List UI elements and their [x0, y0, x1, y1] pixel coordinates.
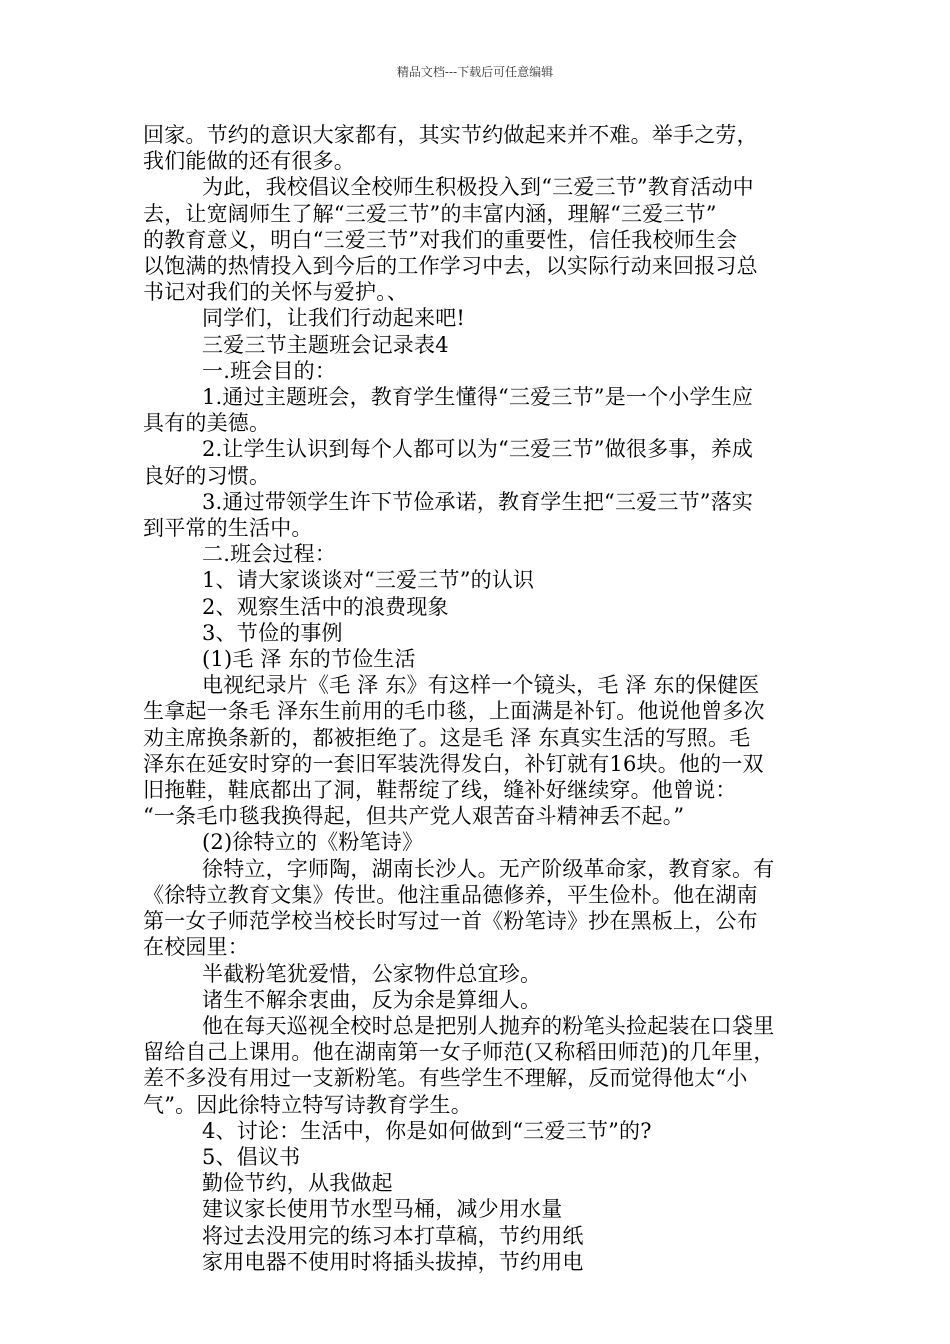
text-line: 第一女子师范学校当校长时写过一首《粉笔诗》抄在黑板上，公布 — [143, 909, 758, 934]
text-line: 我们能做的还有很多。 — [143, 149, 355, 174]
text-line: 3、节俭的事例 — [202, 620, 343, 645]
text-line: “一条毛巾毯我换得起，但共产党人艰苦奋斗精神丢不起。” — [143, 804, 685, 829]
text-line: 生拿起一条毛 泽东生前用的毛巾毯，上面满是补钉。他说他曾多次 — [143, 699, 765, 724]
text-line: 电视纪录片《毛 泽 东》有这样一个镜头，毛 泽 东的保健医 — [202, 673, 760, 698]
text-line: 三爱三节主题班会记录表4 — [202, 332, 449, 357]
text-line: 1.通过主题班会，教育学生懂得“三爱三节”是一个小学生应 — [202, 385, 754, 410]
text-line: 为此，我校倡议全校师生积极投入到“三爱三节”教育活动中 — [202, 175, 754, 200]
text-line: 同学们，让我们行动起来吧! — [202, 306, 466, 331]
text-line: 2.让学生认识到每个人都可以为“三爱三节”做很多事，养成 — [202, 437, 754, 462]
text-line: 差不多没有用过一支新粉笔。有些学生不理解，反而觉得他太“小 — [143, 1066, 748, 1091]
text-line: 将过去没用完的练习本打草稿，节约用纸 — [202, 1223, 584, 1248]
text-line: 留给自己上课用。他在湖南第一女子师范(又称稻田师范)的几年里， — [143, 1040, 775, 1065]
text-line: 他在每天巡视全校时总是把别人抛弃的粉笔头捡起装在口袋里 — [202, 1013, 775, 1038]
text-line: 4、讨论：生活中，你是如何做到“三爱三节”的? — [202, 1118, 652, 1143]
text-line: 5、倡议书 — [202, 1144, 301, 1169]
page-header: 精品文档---下载后可任意编辑 — [396, 65, 554, 79]
text-line: 的教育意义，明白“三爱三节”对我们的重要性，信任我校师生会 — [143, 227, 738, 252]
text-line: 气”。因此徐特立特写诗教育学生。 — [143, 1092, 472, 1117]
text-line: 勤俭节约，从我做起 — [202, 1171, 393, 1196]
text-line: 3.通过带领学生许下节俭承诺，教育学生把“三爱三节”落实 — [202, 489, 754, 514]
text-line: 一.班会目的： — [202, 358, 337, 383]
text-line: 徐特立，字师陶，湖南长沙人。无产阶级革命家，教育家。有 — [202, 856, 775, 881]
document-body — [143, 122, 813, 1275]
text-line: 回家。节约的意识大家都有，其实节约做起来并不难。举手之劳， — [143, 123, 758, 147]
text-line: 泽东在延安时穿的一套旧军装洗得发白，补钉就有16块。他的一双 — [143, 751, 764, 776]
text-line: 去，让宽阔师生了解“三爱三节”的丰富内涵，理解“三爱三节” — [143, 201, 717, 226]
text-line: 在校园里： — [143, 935, 249, 960]
text-line: 具有的美德。 — [143, 411, 271, 436]
text-line: 《徐特立教育文集》传世。他注重品德修养，平生俭朴。他在湖南 — [143, 882, 758, 907]
text-line: 书记对我们的关怀与爱护。、 — [143, 280, 409, 305]
text-line: 以饱满的热情投入到今后的工作学习中去，以实际行动来回报习总 — [143, 254, 758, 279]
text-line: 到平常的生活中。 — [143, 516, 313, 541]
text-line: 半截粉笔犹爱惜，公家物件总宜珍。 — [202, 961, 542, 986]
text-line: 旧拖鞋，鞋底都出了洞，鞋帮绽了线，缝补好继续穿。他曾说： — [143, 778, 737, 803]
text-line: 1、请大家谈谈对“三爱三节”的认识 — [202, 568, 535, 593]
text-line: (1)毛 泽 东的节俭生活 — [202, 647, 416, 672]
text-line: 二.班会过程： — [202, 542, 337, 567]
text-line: (2)徐特立的《粉笔诗》 — [202, 830, 424, 855]
text-line: 良好的习惯。 — [143, 463, 271, 488]
text-line: 2、观察生活中的浪费现象 — [202, 594, 449, 619]
text-line: 劝主席换条新的，都被拒绝了。这是毛 泽 东真实生活的写照。毛 — [143, 725, 751, 750]
text-line: 家用电器不使用时将插头拔掉，节约用电 — [202, 1249, 584, 1274]
text-line: 建议家长使用节水型马桶，减少用水量 — [202, 1197, 563, 1222]
text-line: 诸生不解余衷曲，反为余是算细人。 — [202, 987, 542, 1012]
